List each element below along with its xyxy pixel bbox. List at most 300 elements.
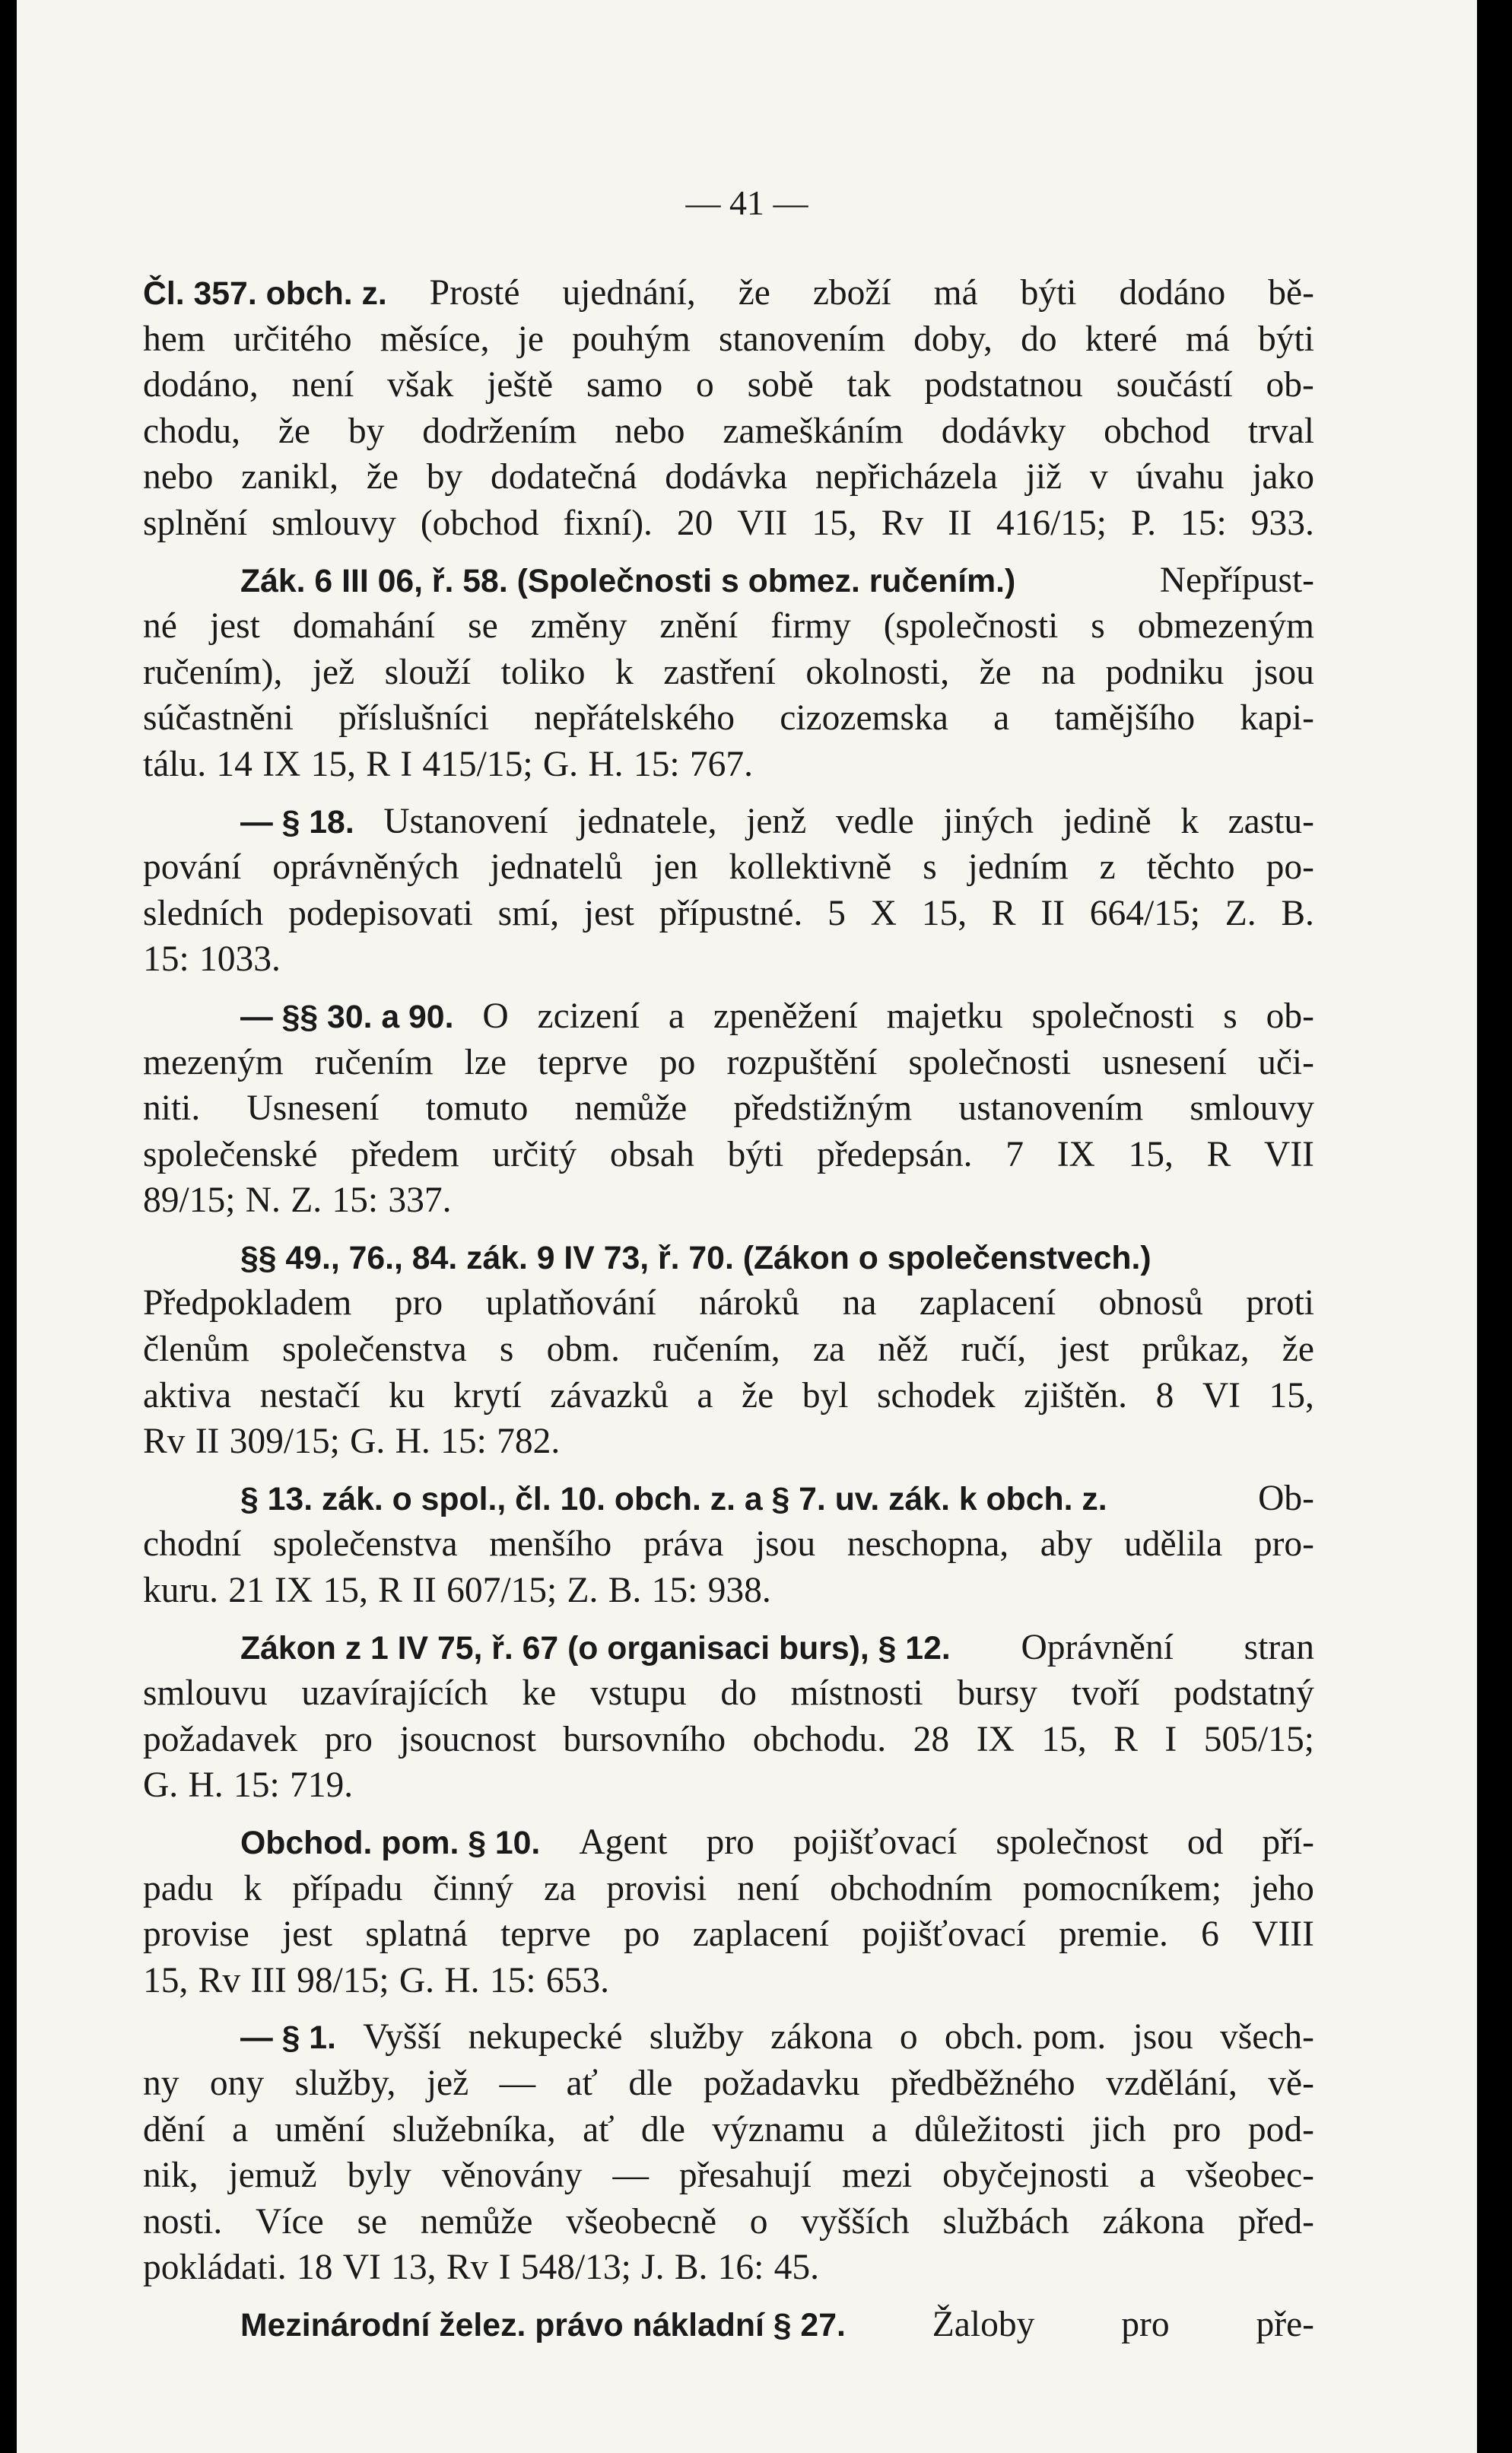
text-word: pro [394,1283,443,1323]
text-word: 15, [310,744,356,784]
text-word: ať [583,2109,615,2150]
text-word: — § 18. [240,803,354,840]
text-word: by [348,411,385,451]
text-word: zákona [770,2017,873,2057]
text-word: průkaz, [1142,1330,1250,1370]
text-line [143,1625,1314,1671]
text-word: o [749,2201,768,2242]
text-word: ručí, [961,1330,1027,1370]
text-word: všeobecně [566,2201,717,2242]
text-word: by [426,457,463,497]
text-word: činný [433,1868,513,1908]
text-word: případu [292,1868,403,1908]
text-word: R [991,893,1016,933]
text-word: s [1223,996,1237,1036]
paragraph-gap [143,2003,1314,2014]
text-line [143,695,1314,742]
text-word: ručením [314,1042,434,1082]
text-word: 20 [676,503,713,543]
text-word: Agent [579,1822,668,1862]
text-word: J. [641,2248,665,2288]
text-word: určitého [233,319,352,359]
text-word: dodávka [665,457,788,497]
text-word: smí, [497,893,560,933]
text-word: § 13. zák. o spol., čl. 10. obch. z. a § 7. uv. zák. k obch. z. [240,1480,1107,1517]
text-word: zpeněžení [713,996,858,1036]
text-word: 15: [332,1180,379,1221]
text-word: pouhým [572,319,691,359]
text-line [143,1958,1314,2004]
text-word: domahání [292,606,436,647]
text-word: obchod [1104,411,1210,451]
text-word: nároků [699,1283,800,1323]
text-word: 15, [1041,1719,1087,1759]
text-word: k [243,1868,262,1908]
text-word: VII [737,503,788,543]
text-word: R [1113,1719,1138,1759]
text-word: jest [209,606,260,647]
text-word: dodáno [1119,273,1226,313]
text-word: 7 [1005,1134,1024,1174]
text-word: 15: [1180,503,1227,543]
text-word: mezeným [143,1042,284,1082]
text-word: byly [347,2156,411,2196]
text-word: na [1041,652,1076,692]
text-word: — §§ 30. a 90. [240,998,454,1035]
text-word: do [1021,319,1057,359]
text-word: dodržením [422,411,577,451]
text-word: Zákon z 1 IV 75, ř. 67 (o organisaci burs), § 12. [240,1629,951,1667]
text-word: menšího [489,1524,612,1565]
text-line [143,2302,1314,2348]
text-word: 15, [322,1571,368,1611]
text-word: X [870,893,897,933]
text-word: službách [942,2201,1069,2242]
text-word: dle [628,2063,673,2103]
text-word: II [1040,893,1065,933]
text-word: pojišťovací [793,1822,958,1862]
text-word: pro [1121,2304,1170,2344]
text-line [143,799,1314,845]
text-word: premie. [1059,1914,1168,1955]
text-word: nik, [143,2156,199,2196]
text-word: lze [464,1042,507,1082]
text-word: II [948,503,972,543]
text-word: zameškáním [723,411,904,451]
text-word: a [993,698,1010,739]
text-word: Rv [881,503,924,543]
text-word: VII [1264,1134,1314,1174]
text-word: a [668,996,685,1036]
text-word: společnosti [908,1042,1072,1082]
text-word: Oprávnění [1021,1627,1174,1667]
text-word: jsou [1132,2017,1193,2057]
text-word: R [366,744,390,784]
paragraph-gap [143,2291,1314,2302]
text-word: že [278,411,310,451]
text-word: 548/13; [520,2248,631,2288]
text-word: předepsán. [817,1134,973,1174]
text-word: k [1180,801,1199,841]
text-line [143,2061,1314,2107]
text-word: 98/15; [297,1960,389,2000]
paragraph-gap [143,547,1314,558]
text-word: H. [395,1422,430,1462]
text-word: po [624,1914,660,1955]
text-word: 18 [296,2248,333,2288]
text-word: které [1085,319,1158,359]
text-word: nemůže [574,1088,688,1129]
text-word: obyčejnosti [942,2156,1110,2196]
text-word: po [659,1042,696,1082]
text-word: oprávněných [272,847,459,888]
text-word: provise [143,1914,249,1955]
text-word: okolnosti, [805,652,950,692]
paragraph-gap [143,788,1314,799]
text-word: nebo [615,411,685,451]
text-word: jež [312,652,355,692]
text-word: chodu, [143,411,240,451]
text-word: Ob- [1258,1478,1314,1518]
text-word: že [742,1375,774,1416]
text-line [143,558,1314,604]
text-word: podepisovati [288,893,473,933]
text-word: nepřátelského [534,698,735,739]
text-word: jsoucnost [399,1719,536,1759]
text-word: pro [324,1719,373,1759]
text-word: o [899,2017,918,2057]
text-word: jeho [1252,1868,1314,1908]
text-word: dodávky [941,411,1066,451]
text-word: obchodním [830,1868,993,1908]
text-word: jednatelů [490,847,623,888]
text-line [143,993,1314,1040]
text-line [143,1234,1314,1281]
text-word: smlouvy [272,503,396,543]
text-word: jenž [746,801,807,841]
text-word: 309/15; [229,1422,340,1462]
text-line [143,1911,1314,1958]
text-word: bursovního [563,1719,726,1759]
text-word: ujednání, [562,273,696,313]
text-word: Ustanovení [383,801,548,841]
text-word: 15: [633,744,680,784]
text-word: pře- [1256,2304,1314,2344]
text-word: 782. [497,1422,561,1462]
text-word: obchodu. [752,1719,887,1759]
text-word: IX [976,1719,1015,1759]
text-word: B. [608,1571,642,1611]
text-word: smlouvu [143,1673,268,1714]
text-word: firmy [770,606,851,647]
text-word: vě- [1268,2063,1314,2103]
text-word: znění [659,606,739,647]
text-word: není [737,1868,800,1908]
text-word: splatná [365,1914,468,1955]
text-word: však [387,365,454,405]
text-word: 8 [1155,1375,1174,1416]
paragraph-gap [143,1614,1314,1625]
text-word: ještě [487,365,554,405]
text-word: dle [640,2109,685,2150]
text-word: dění [143,2109,205,2150]
text-word: jest [282,1914,333,1955]
text-word: vstupu [589,1673,687,1714]
text-word: 16: [717,2248,764,2288]
text-word: obsah [609,1134,694,1174]
text-word: 15: [440,1422,487,1462]
text-word: společnosti [1031,996,1195,1036]
text-word: 938. [707,1571,771,1611]
text-word: I [400,744,413,784]
text-word: uči- [1258,1042,1314,1082]
text-word: nekupecké [468,2017,623,2057]
text-word: ku [389,1375,425,1416]
text-word: s [499,1330,514,1370]
text-word: Zák. 6 III 06, ř. 58. (Společnosti s obmez. ručením.) [240,562,1016,599]
text-word: majetku [886,996,1003,1036]
text-word: rozpuštění [726,1042,878,1082]
text-word: o [696,365,714,405]
text-word: se [468,606,498,647]
text-word: 653. [545,1960,609,2000]
text-word: 15, [1269,1375,1314,1416]
text-line [143,742,1314,788]
text-word: aby [1040,1524,1093,1565]
text-line [143,1040,1314,1086]
text-word: VIII [1252,1914,1314,1955]
text-word: změny [530,606,627,647]
text-word: H. [444,1960,480,2000]
text-word: zastření [663,652,776,692]
text-line [143,270,1314,316]
text-word: stran [1244,1627,1314,1667]
text-word: pování [143,847,242,888]
text-word: pokládati. [143,2248,287,2288]
text-word: jiných [943,801,1034,841]
text-line [143,603,1314,650]
text-word: krytí [453,1375,522,1416]
text-word: vyšších [801,2201,910,2242]
text-word: v [1089,457,1108,497]
text-word: B. [674,2248,708,2288]
text-word: Z. [567,1571,599,1611]
text-word: a [871,2109,888,2150]
text-word: kapi- [1240,698,1314,739]
text-word: tamějšího [1054,698,1196,739]
text-word: byl [802,1375,849,1416]
text-word: jedině [1063,801,1151,841]
text-word: (obchod [420,503,539,543]
text-word: jen [653,847,698,888]
text-word: s [923,847,937,888]
text-word: 45. [773,2248,820,2288]
text-word: jsou [754,1524,816,1565]
text-word: 15, [143,1960,189,2000]
text-word: ručením), [143,652,283,692]
text-word: 415/15; [422,744,533,784]
text-word: Rv [446,2248,489,2288]
text-word: služby, [294,2063,396,2103]
text-word: teprve [538,1042,628,1082]
text-word: býti [727,1134,784,1174]
text-word: nebo [143,457,214,497]
text-word: uzavírajících [301,1673,488,1714]
text-word: — [612,2156,649,2196]
text-word: G. [143,1765,179,1806]
text-word: II [195,1422,220,1462]
text-word: B. [1281,893,1314,933]
text-word: tomuto [425,1088,529,1129]
text-word: Prosté [429,273,520,313]
text-word: místnosti [790,1673,923,1714]
text-line [143,1280,1314,1327]
text-word: věnovány [441,2156,583,2196]
text-word: má [933,273,978,313]
text-word: N. [245,1180,281,1221]
text-word: významu [712,2109,845,2150]
text-word: a [697,1375,713,1416]
text-word: II [412,1571,437,1611]
text-word: za [812,1330,846,1370]
text-word: 15, [812,503,857,543]
text-word: padu [143,1868,214,1908]
text-word: nemůže [420,2201,533,2242]
text-word: nepřicházela [815,457,998,497]
text-word: předstižným [733,1088,913,1129]
text-word: úvahu [1136,457,1225,497]
text-word: bě- [1268,273,1314,313]
text-word: Rv [143,1422,186,1462]
text-line [143,1717,1314,1763]
text-word: 89/15; [143,1180,236,1221]
text-word: slouží [384,652,472,692]
text-word: se [357,2201,388,2242]
text-word: nosti. [143,2201,223,2242]
text-word: IX [262,744,301,784]
text-word: 416/15; [996,503,1107,543]
text-word: Předpokladem [143,1283,352,1323]
text-word: 6 [1201,1914,1219,1955]
text-word: před- [1237,2201,1314,2242]
text-word: určitý [492,1134,577,1174]
text-word: všech- [1219,2017,1314,2057]
text-word: vzdělání, [1106,2063,1237,2103]
text-word: umění [275,2109,366,2150]
text-word: z [1099,847,1116,888]
text-word: býti [1258,319,1314,359]
text-word: teprve [500,1914,591,1955]
text-word: doby, [913,319,993,359]
text-line [143,650,1314,696]
text-word: aktiva [143,1375,232,1416]
text-word: bursy [957,1673,1038,1714]
text-word: pří- [1262,1822,1314,1862]
text-word: súčastněni [143,698,294,739]
text-word: zastu- [1228,801,1314,841]
text-word: Z. [1225,893,1256,933]
text-word: požadavku [703,2063,860,2103]
text-word: VI [1202,1375,1240,1416]
text-word: ny [143,2063,179,2103]
text-word: dodáno, [143,365,259,405]
text-word: sobě [747,365,814,405]
text-word: schodek [876,1375,996,1416]
text-word: nestačí [259,1375,361,1416]
text-word: něž [878,1330,929,1370]
text-word: Usnesení [246,1088,380,1129]
text-word: G. [399,1960,435,2000]
text-word: společnost [996,1822,1148,1862]
text-word: zboží [812,273,891,313]
text-word: zcizení [537,996,640,1036]
book-page [17,0,1477,2453]
text-word: udělila [1123,1524,1223,1565]
text-word: (společnosti [883,606,1059,647]
text-word: §§ 49., 76., 84. zák. 9 IV 73, ř. 70. (Zákon o společenstvech.) [240,1239,1151,1276]
text-word: 719. [289,1765,354,1806]
text-line [143,1568,1314,1614]
text-word: jsou [1253,652,1314,692]
text-word: a [1139,2156,1156,2196]
text-line [143,408,1314,455]
text-word: závazků [550,1375,669,1416]
text-word: společenské [143,1134,318,1174]
text-word: tálu. [143,744,207,784]
text-word: hem [143,319,205,359]
text-word: ke [522,1673,557,1714]
text-word: 28 [913,1719,950,1759]
text-word: pro [706,1822,754,1862]
text-line [143,1419,1314,1465]
text-word: podstatnou [924,365,1083,405]
text-word: I [498,2248,511,2288]
text-word: ob- [1266,996,1314,1036]
text-word: — § 1. [240,2019,336,2057]
text-word: 933. [1250,503,1314,543]
text-word: že [738,273,770,313]
text-line [143,1670,1314,1717]
text-word: společenstva [282,1330,467,1370]
text-word: H. [188,1765,224,1806]
text-word: zjištěn. [1024,1375,1128,1416]
text-word: zanikl, [241,457,339,497]
text-word: požadavek [143,1719,298,1759]
text-word: G. [542,744,579,784]
text-word: po- [1266,847,1314,888]
text-line [143,1866,1314,1912]
text-word: ob- [1266,365,1314,405]
text-word: ustanovením [958,1088,1144,1129]
text-word: G. [350,1422,386,1462]
text-word: stanovením [718,319,885,359]
text-word: Čl. 357. obch. z. [143,275,387,312]
page-body-text [143,270,1314,2348]
text-line [143,891,1314,937]
text-word: podstatný [1174,1673,1314,1714]
text-word: těchto [1146,847,1235,888]
text-word: a [232,2109,249,2150]
text-word: zaplacení [692,1914,830,1955]
text-word: 15: [489,1960,536,2000]
text-word: má [1185,319,1230,359]
text-word: — [499,2063,536,2103]
text-word: pomocníkem; [1022,1868,1222,1908]
text-word: ať [566,2063,598,2103]
text-word: ony [209,2063,265,2103]
text-word: ručením, [653,1330,780,1370]
text-word: obch. pom. [944,2017,1107,2057]
